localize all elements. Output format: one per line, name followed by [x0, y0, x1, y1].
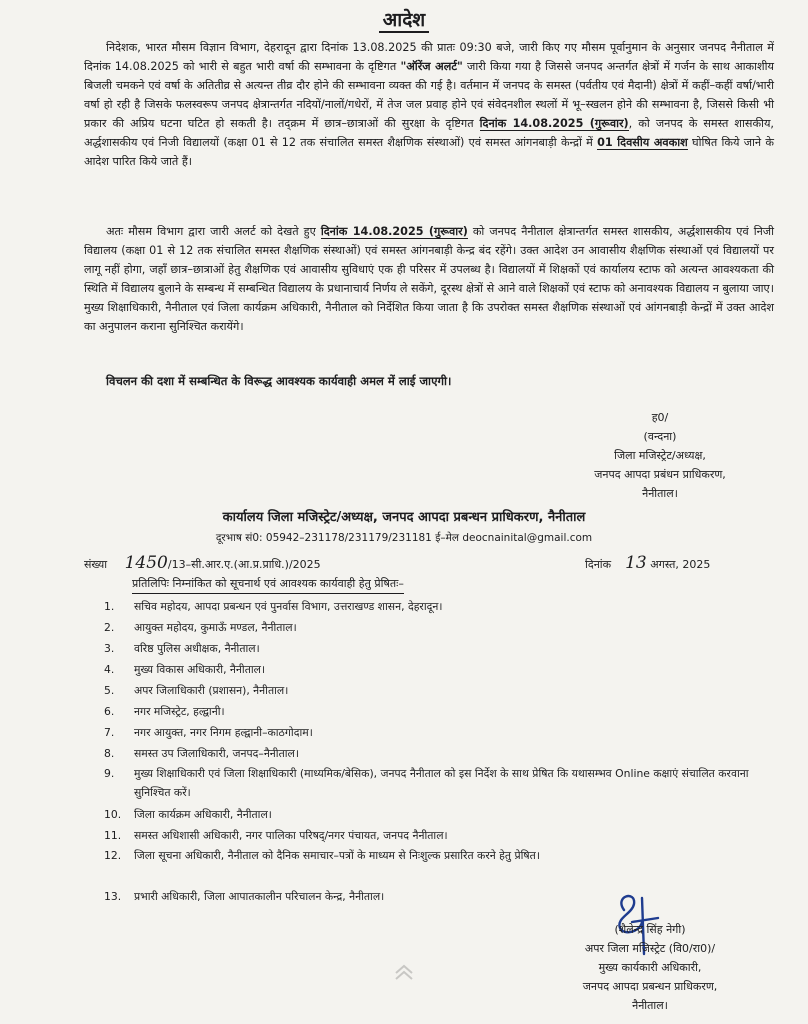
recipient-item [104, 825, 764, 846]
recipient-number: 9. [104, 767, 115, 780]
recipient-text: सचिव महोदय, आपदा प्रबन्धन एवं पुनर्वास विभाग, उत्तराखण्ड शासन, देहरादून। [134, 600, 443, 613]
reference-date: दिनांक 13 अगस्त, 2025 [585, 553, 711, 573]
recipient-text: मुख्य शिक्षाधिकारी एवं जिला शिक्षाधिकारी (माध्यमिक/बेसिक), जनपद नैनीताल को इस निर्देश के साथ प्रेषित कि यथासम्भव Online कक्षाएं संचालित करवाना सुनिश्चित करें। [134, 767, 749, 799]
recipient-text: समस्त अधिशासी अधिकारी, नगर पालिका परिषद्/नगर पंचायत, जनपद नैनीताल। [134, 829, 448, 842]
holiday-date: दिनांक 14.08.2025 (गुरूवार) [479, 117, 629, 130]
reference-number: संख्या 1450/13–सी.आर.ए.(आ.प्र.प्राधि.)/2025 [84, 553, 321, 573]
recipient-text: वरिष्ठ पुलिस अधीक्षक, नैनीताल। [134, 642, 260, 655]
recipient-number: 1. [104, 600, 115, 613]
recipient-number: 7. [104, 726, 115, 739]
closure-date: दिनांक 14.08.2025 (गुरूवार) [320, 225, 468, 238]
recipient-text: नगर आयुक्त, नगर निगम हल्द्वानी–काठगोदाम। [134, 726, 313, 739]
recipient-number: 3. [104, 642, 115, 655]
recipient-item [104, 764, 764, 804]
recipient-number: 8. [104, 747, 115, 760]
recipient-text: जिला कार्यक्रम अधिकारी, नैनीताल। [134, 808, 272, 821]
recipient-item [104, 617, 764, 638]
scroll-up-chevron-icon[interactable] [392, 963, 416, 981]
recipient-item [104, 846, 764, 886]
recipient-number: 6. [104, 705, 115, 718]
recipient-text: समस्त उप जिलाधिकारी, जनपद–नैनीताल। [134, 747, 299, 760]
recipient-item [104, 596, 764, 617]
district-magistrate-signature: ह0/ (वन्दना) जिला मजिस्ट्रेट/अध्यक्ष, जनपद आपदा प्रबंधन प्राधिकरण, नैनीताल। [594, 411, 726, 500]
order-paragraph-2: अतः मौसम विभाग द्वारा जारी अलर्ट को देखते हुए दिनांक 14.08.2025 (गुरूवार) को जनपद नैनीताल क्षेत्रान्तर्गत समस्त शासकीय, अर्द्धशासकीय एवं निजी विद्यालय (कक्षा 01 से 12 तक संचालित समस्त शैक्षणिक संस्थाओं) एवं समस्त आंगनबाड़ी केन्द्र बंद रहेंगे। उक्त आदेश उन आवासीय शैक्षणिक संस्थाओं एवं विद्यालयों पर लागू नहीं होगा, जहाँ छात्र–छात्राओं हेतु शैक्षणिक एवं आवासीय सुविधाएं एक ही परिसर में उपलब्ध है। विद्यालयों में शिक्षकों एवं कार्यालय स्टाफ को अत्यन्त आवश्यकता की स्थिति में विद्यालय बुलाने के सम्बन्ध में सम्बन्धित विद्यालय के प्रधानाचार्य निर्णय ले सकेंगे, दूरस्थ क्षेत्रों से आने वाले शिक्षकों एवं स्टाफ को अनावश्यक विद्यालय न बुलाया जाए। मुख्य शिक्षाधिकारी, नैनीताल एवं जिला कार्यक्रम अधिकारी, नैनीताल को निर्देशित किया जाता है कि उपरोक्त समस्त शैक्षणिक संस्थाओं एवं आंगनबाड़ी केन्द्रों में उक्त आदेश का अनुपालन कराना सुनिश्चित करायेंगे। [84, 225, 775, 333]
copy-to-line: प्रतिलिपिः निम्नांकित को सूचनार्थ एवं आवश्यक कार्यवाही हेतु प्रेषितः– [132, 575, 404, 594]
office-contact: दूरभाष सं0: 05942–231178/231179/231181 ई–मेल deocnainital@gmail.com [215, 532, 593, 544]
handwritten-number: 1450 [124, 553, 168, 573]
orange-alert-text: "ऑरेंज अलर्ट" [400, 60, 463, 73]
office-heading: कार्यालय जिला मजिस्ट्रेट/अध्यक्ष, जनपद आपदा प्रबन्धन प्राधिकरण, नैनीताल [222, 510, 586, 525]
recipient-item [104, 701, 764, 722]
recipient-text: अपर जिलाधिकारी (प्रशासन), नैनीताल। [134, 684, 289, 697]
document-title: आदेश [0, 6, 808, 32]
holiday-duration: 01 दिवसीय अवकाश [597, 136, 688, 149]
recipient-text: प्रभारी अधिकारी, जिला आपातकालीन परिचालन केन्द्र, नैनीताल। [134, 890, 385, 903]
recipient-number: 2. [104, 621, 115, 634]
recipient-list [104, 596, 764, 907]
recipient-text: आयुक्त महोदय, कुमाऊँ मण्डल, नैनीताल। [134, 621, 297, 634]
recipient-text: नगर मजिस्ट्रेट, हल्द्वानी। [134, 705, 225, 718]
recipient-item [104, 659, 764, 680]
order-paragraph-1: निदेशक, भारत मौसम विज्ञान विभाग, देहरादून द्वारा दिनांक 13.08.2025 की प्रातः 09:30 बजे, जारी किए गए मौसम पूर्वानुमान के अनुसार जनपद नैनीताल में दिनांक 14.08.2025 को भारी से बहुत भारी वर्षा की सम्भावना के दृष्टिगत "ऑरेंज अलर्ट" जारी किया गया है जिससे जनपद अन्तर्गत क्षेत्रों में गर्जन के साथ आकाशीय बिजली चमकने एवं वर्षा के अतितीव्र से अत्यन्त तीव्र दौर होने की सम्भावना व्यक्त की गई है। वर्तमान में जनपद के समस्त (पर्वतीय एवं मैदानी) क्षेत्रों में कहीं–कहीं वर्षा/भारी वर्षा हो रही है जिसके फलस्वरूप जनपद क्षेत्रान्तर्गत नदियों/नालों/गधेरों, में तेज जल प्रवाह होने एवं संवेदनशील स्थलों में भू–स्खलन होने की सम्भावना है, जिससे किसी भी प्रकार की अप्रिय घटना घटित हो सकती है। तद्क्रम में छात्र–छात्राओं की सुरक्षा के दृष्टिगत दिनांक 14.08.2025 (गुरूवार), को जनपद के समस्त शासकीय, अर्द्धशासकीय एवं निजी विद्यालयों (कक्षा 01 से 12 तक संचालित समस्त शैक्षणिक संस्थाओं) एवं समस्त आंगनबाड़ी केन्द्रों में 01 दिवसीय अवकाश घोषित किये जाने के आदेश पारित किये जाते हैं। [84, 41, 775, 168]
recipient-number: 10. [104, 808, 122, 821]
recipient-text: मुख्य विकास अधिकारी, नैनीताल। [134, 663, 266, 676]
recipient-item [104, 722, 764, 743]
additional-magistrate-signature: (शैलेन्द्र सिंह नेगी) अपर जिला मजिस्ट्रेट (वि0/रा0)/ मुख्य कार्यकारी अधिकारी, जनपद आपदा प्रबन्धन प्राधिकरण, नैनीताल। [582, 923, 718, 1012]
order-paragraph-3: विचलन की दशा में सम्बन्धित के विरूद्ध आवश्यक कार्यवाही अमल में लाई जाएगी। [106, 374, 452, 388]
recipient-number: 5. [104, 684, 115, 697]
recipient-number: 4. [104, 663, 115, 676]
recipient-number: 11. [104, 829, 122, 842]
recipient-number: 13. [104, 890, 122, 903]
handwritten-date: 13 [625, 553, 647, 573]
recipient-item [104, 804, 764, 825]
recipient-item [104, 743, 764, 764]
recipient-text: जिला सूचना अधिकारी, नैनीताल को दैनिक समाचार–पत्रों के माध्यम से निःशुल्क प्रसारित करने हेतु प्रेषित। [134, 849, 540, 862]
recipient-item [104, 680, 764, 701]
recipient-number: 12. [104, 849, 122, 862]
recipient-item [104, 638, 764, 659]
